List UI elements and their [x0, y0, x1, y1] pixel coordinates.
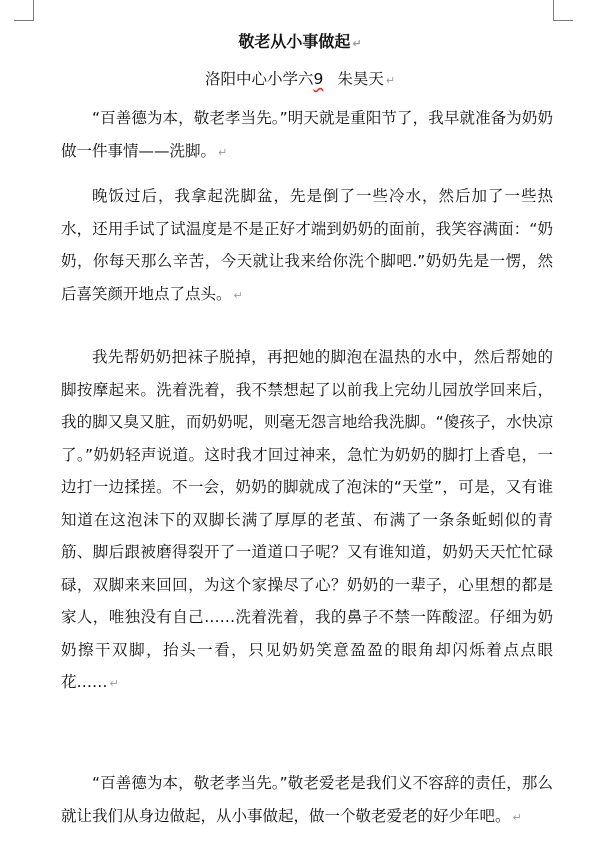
paragraph-mark-icon: ↵ [352, 37, 362, 50]
paragraph-mark-icon: ↵ [109, 677, 119, 690]
paragraph-mark-icon: ↵ [218, 145, 228, 159]
body-paragraph-3 [61, 341, 553, 701]
paragraph-text: “百善德为本，敬老孝当先。”敬老爱老是我们义不容辞的责任，那么就让我们从身边做起，从小事做起，做一个敬老爱老的好少年吧。 [61, 774, 553, 825]
paragraph-text: “百善德为本，敬老孝当先。”明天就是重阳节了，我早就准备为奶奶做一件事情——洗脚。 [61, 109, 553, 160]
crop-mark-top-left [14, 20, 34, 21]
document-title [0, 31, 600, 55]
paragraph-text: 晚饭过后，我拿起洗脚盆，先是倒了一些冷水，然后加了一些热水，还用手试了试温度是不是正好才端到奶奶的面前，我笑容满面：“奶奶，你每天那么辛苦，今天就让我来给你洗个脚吧.”奶奶先是一愣，然后喜笑颜开地点了点头。 [61, 187, 553, 303]
body-paragraph-1 [61, 102, 553, 169]
body-paragraph-2 [61, 180, 553, 312]
paragraph-mark-icon: ↵ [233, 288, 243, 302]
author-name: 朱昊天 [337, 70, 384, 88]
body-paragraph-4 [61, 767, 553, 834]
paragraph-mark-icon: ↵ [512, 810, 522, 824]
crop-mark-top-right [553, 20, 573, 21]
author-school: 洛阳中心小学六 [204, 70, 314, 88]
paragraph-mark-icon: ↵ [385, 74, 396, 87]
author-line [0, 68, 600, 92]
document-title-text: 敬老从小事做起 [238, 32, 351, 51]
crop-mark-top-left [33, 0, 34, 20]
paragraph-text: 我先帮奶奶把袜子脱掉，再把她的脚泡在温热的水中，然后帮她的脚按摩起来。洗着洗着，我不禁想起了以前我上完幼儿园放学回来后，我的脚又臭又脏，而奶奶呢，则毫无怨言地给我洗脚。“傻孩子，水快凉了。”奶奶轻声说道。这时我才回过神来，急忙为奶奶的脚打上香皂，一边打一边揉搓。不一会，奶奶的脚就成了泡沫的“天堂”，可是，又有谁知道在这泡沫下的双脚长满了厚厚的老茧、布满了一条条蚯蚓似的青筋、脚后跟被磨得裂开了一道道口子呢？又有谁知道，奶奶天天忙忙碌碌，双脚来来回回，为这个家操尽了心？奶奶的一辈子，心里想的都是家人，唯独没有自己……洗着洗着，我的鼻子不禁一阵酸涩。仔细为奶奶擦干双脚，抬头一看，只见奶奶笑意盈盈的眼角却闪烁着点点眼花…… [61, 348, 553, 691]
author-class: 9 [313, 70, 324, 88]
crop-mark-top-right [553, 0, 554, 20]
